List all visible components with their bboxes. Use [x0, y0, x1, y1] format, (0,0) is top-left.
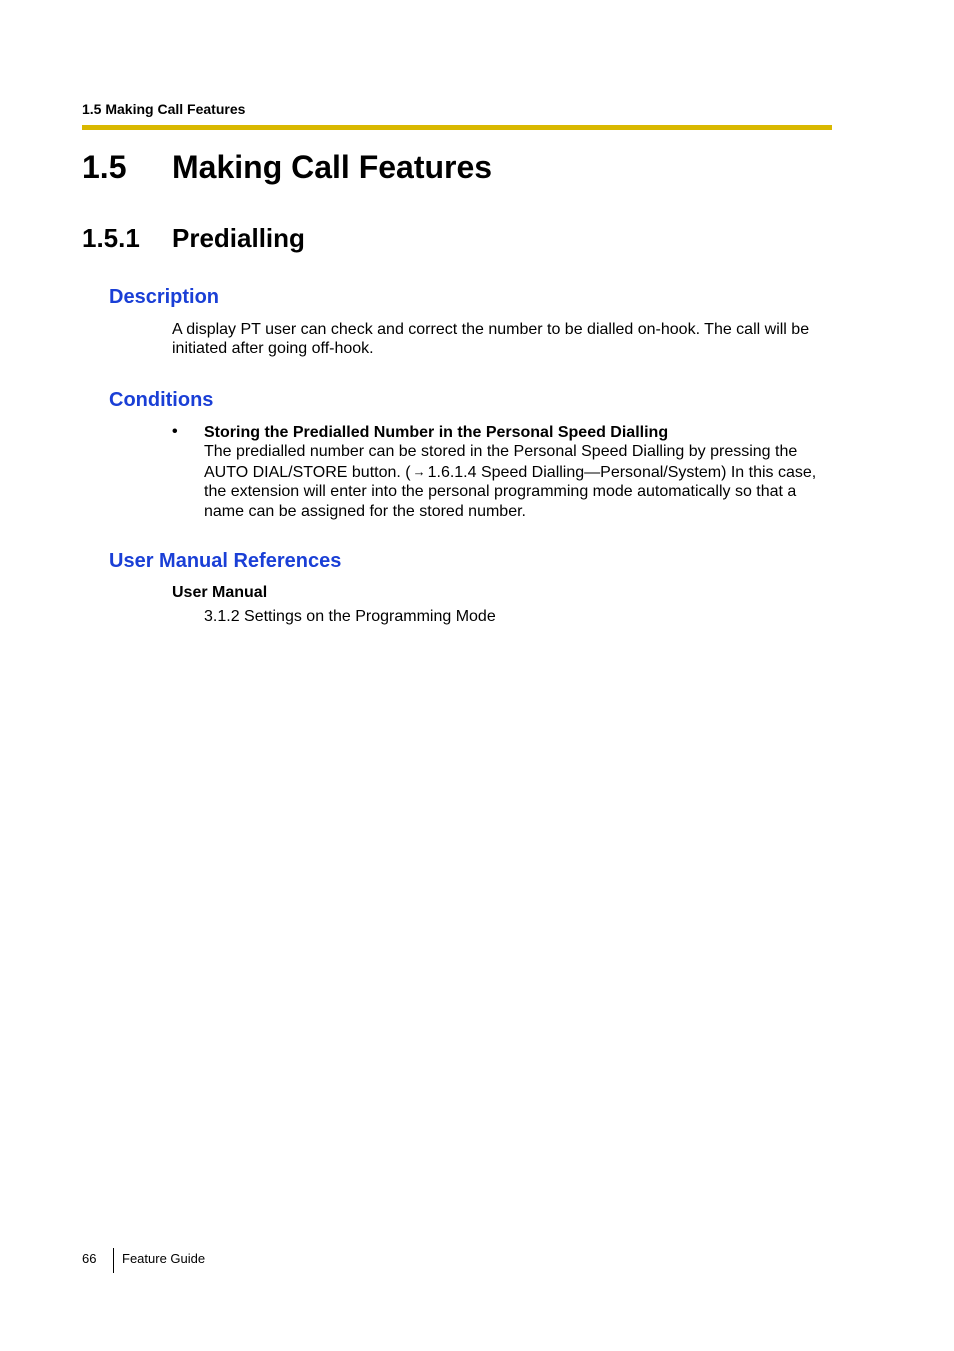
footer-label: Feature Guide: [122, 1251, 206, 1266]
description-heading: Description: [109, 286, 220, 308]
user-manual-label: User Manual: [172, 584, 268, 601]
section-title: Predialling: [172, 223, 305, 253]
condition-title: Storing the Predialled Number in the Personal Speed Dialling: [204, 424, 669, 441]
condition-text-before: The predialled number can be stored in the Personal Speed Dialling by pressing the AUTO DIAL/STORE button. (: [204, 443, 798, 481]
arrow-right-icon: →: [412, 463, 426, 479]
page-number: 66: [82, 1251, 97, 1266]
chapter-heading: [82, 149, 492, 186]
section-number: 1.5.1: [82, 223, 140, 253]
section-heading: [82, 223, 305, 254]
footer-divider: [113, 1248, 114, 1273]
conditions-heading: Conditions: [109, 389, 214, 411]
condition-text-after: 1.6.1.4 Speed Dialling—Personal/System) In this case, the extension will enter into the personal programming mode automatically so that a name can be assigned for the stored number.: [204, 463, 817, 520]
chapter-number: 1.5: [82, 149, 127, 185]
header-rule: [82, 125, 832, 130]
description-text: A display PT user can check and correct the number to be dialled on-hook. The call will be initiated after going off-hook.: [172, 321, 810, 358]
condition-item: [204, 423, 832, 521]
running-head: 1.5 Making Call Features: [82, 101, 246, 117]
user-manual-reference: 3.1.2 Settings on the Programming Mode: [204, 608, 496, 625]
chapter-title: Making Call Features: [172, 149, 493, 185]
references-heading: User Manual References: [109, 550, 342, 572]
bullet-icon: •: [172, 423, 178, 440]
